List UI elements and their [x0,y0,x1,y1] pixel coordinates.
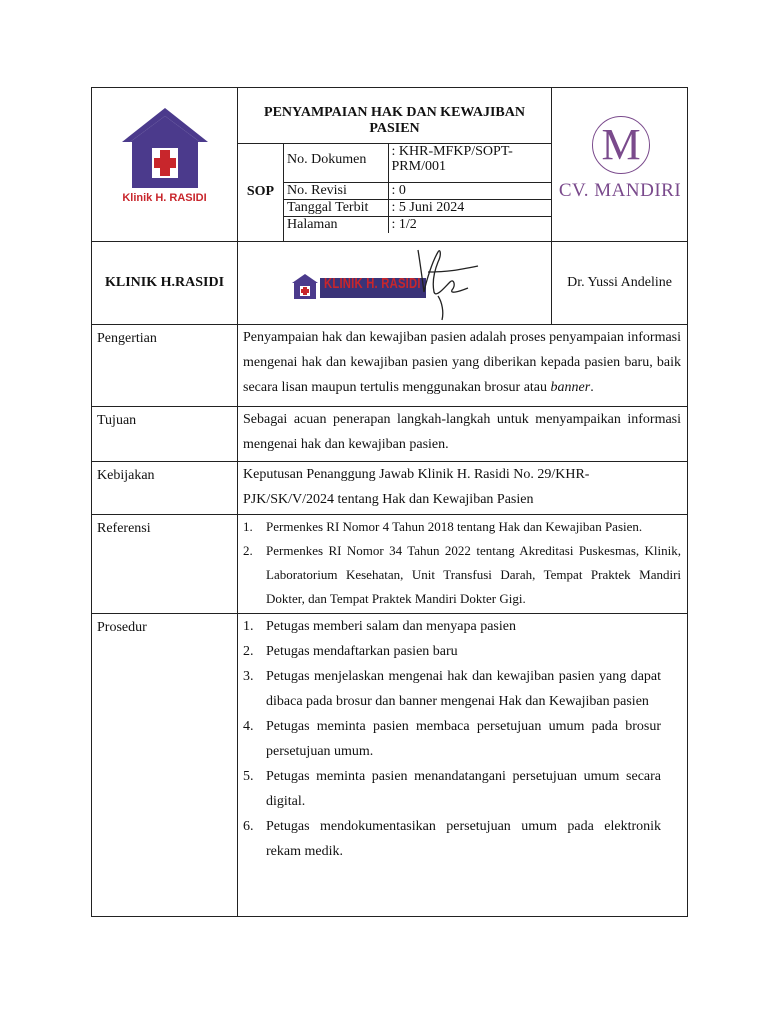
pengertian-italic: banner [550,380,591,395]
list-item [243,614,661,639]
list-text: Petugas meminta pasien membaca persetujuan umum pada brosur persetujuan umum. [266,719,662,759]
section-body-referensi [238,515,688,614]
list-text: Permenkes RI Nomor 4 Tahun 2018 tentang Hak dan Kewajiban Pasien. [266,519,643,534]
list-number: 3. [243,669,254,684]
list-text: Petugas mendokumentasikan persetujuan umum pada elektronik rekam medik. [266,819,662,859]
clinic-house-logo-icon [120,106,210,188]
section-label-tujuan: Tujuan [92,407,238,462]
meta-value-dokumen: : KHR-MFKP/SOPT-PRM/001 [388,144,551,183]
meta-label-tanggal: Tanggal Terbit [284,199,388,216]
prosedur-list [243,614,661,864]
list-text: Petugas memberi salam dan menyapa pasien [266,619,516,634]
approver-name: Dr. Yussi Andeline [552,242,688,325]
section-label-pengertian: Pengertian [92,325,238,407]
meta-label-revisi: No. Revisi [284,182,388,199]
list-item [243,714,661,764]
clinic-logo-text: Klinik H. RASIDI [122,192,207,204]
list-item [243,515,681,539]
clinic-name: KLINIK H.RASIDI [92,242,238,325]
pengertian-end: . [590,380,594,395]
section-label-prosedur: Prosedur [92,614,238,917]
sop-document [91,87,687,917]
section-body-pengertian [238,325,688,407]
partner-logo-cell [552,88,688,242]
meta-value-halaman: : 1/2 [391,216,417,232]
list-item [243,814,661,864]
section-label-referensi: Referensi [92,515,238,614]
list-text: Petugas meminta pasien menandatangani persetujuan umum secara digital. [266,769,662,809]
list-item [243,539,681,611]
list-number: 4. [243,719,254,734]
section-body-kebijakan: Keputusan Penanggung Jawab Klinik H. Rasidi No. 29/KHR-PJK/SK/V/2024 tentang Hak dan Kewajiban Pasien [238,462,688,515]
stamp-signature-cell [238,242,552,325]
meta-value-revisi: : 0 [388,182,551,199]
referensi-list [243,515,681,611]
meta-table [284,144,551,233]
meta-value-tanggal: : 5 Juni 2024 [388,199,551,216]
list-number: 6. [243,819,254,834]
mandiri-logo-letter: M [601,120,641,169]
stamp-text: KLINIK H. RASIDI [324,275,421,292]
list-item [243,764,661,814]
list-number: 2. [243,644,254,659]
meta-label-dokumen: No. Dokumen [284,144,388,183]
section-body-prosedur [238,614,688,917]
sop-label: SOP [238,143,284,241]
list-text: Petugas menjelaskan mengenai hak dan kewajiban pasien yang dapat dibaca pada brosur dan banner mengenai Hak dan Kewajiban pasien [266,669,662,709]
section-label-kebijakan: Kebijakan [92,462,238,515]
list-number: 5. [243,769,254,784]
list-item [243,639,661,664]
clinic-logo-cell [92,88,238,242]
document-title: PENYAMPAIAN HAK DAN KEWAJIBAN PASIEN [238,88,552,144]
section-body-tujuan: Sebagai acuan penerapan langkah-langkah untuk menyampaikan informasi mengenai hak dan kewajiban pasien. [238,407,688,462]
signature-icon [398,242,508,322]
list-number: 1. [243,519,253,534]
mandiri-m-logo-icon [592,116,650,174]
mandiri-logo-text: CV. MANDIRI [558,180,682,201]
list-text: Petugas mendaftarkan pasien baru [266,644,458,659]
list-number: 2. [243,543,253,558]
document-meta [284,143,552,241]
list-text: Permenkes RI Nomor 34 Tahun 2022 tentang Akreditasi Puskesmas, Klinik, Laboratorium Kesehatan, Unit Transfusi Darah, Tempat Praktek Mandiri Dokter, dan Tempat Praktek Mandiri Dokter Gigi. [266,543,682,606]
list-number: 1. [243,619,254,634]
sop-table [91,87,688,917]
list-item [243,664,661,714]
meta-label-halaman: Halaman [284,216,388,233]
pengertian-text: Penyampaian hak dan kewajiban pasien adalah proses penyampaian informasi mengenai hak dan kewajiban pasien yang diberikan kepada pasien baru, baik secara lisan maupun tertulis menggunakan brosur atau [243,330,682,395]
